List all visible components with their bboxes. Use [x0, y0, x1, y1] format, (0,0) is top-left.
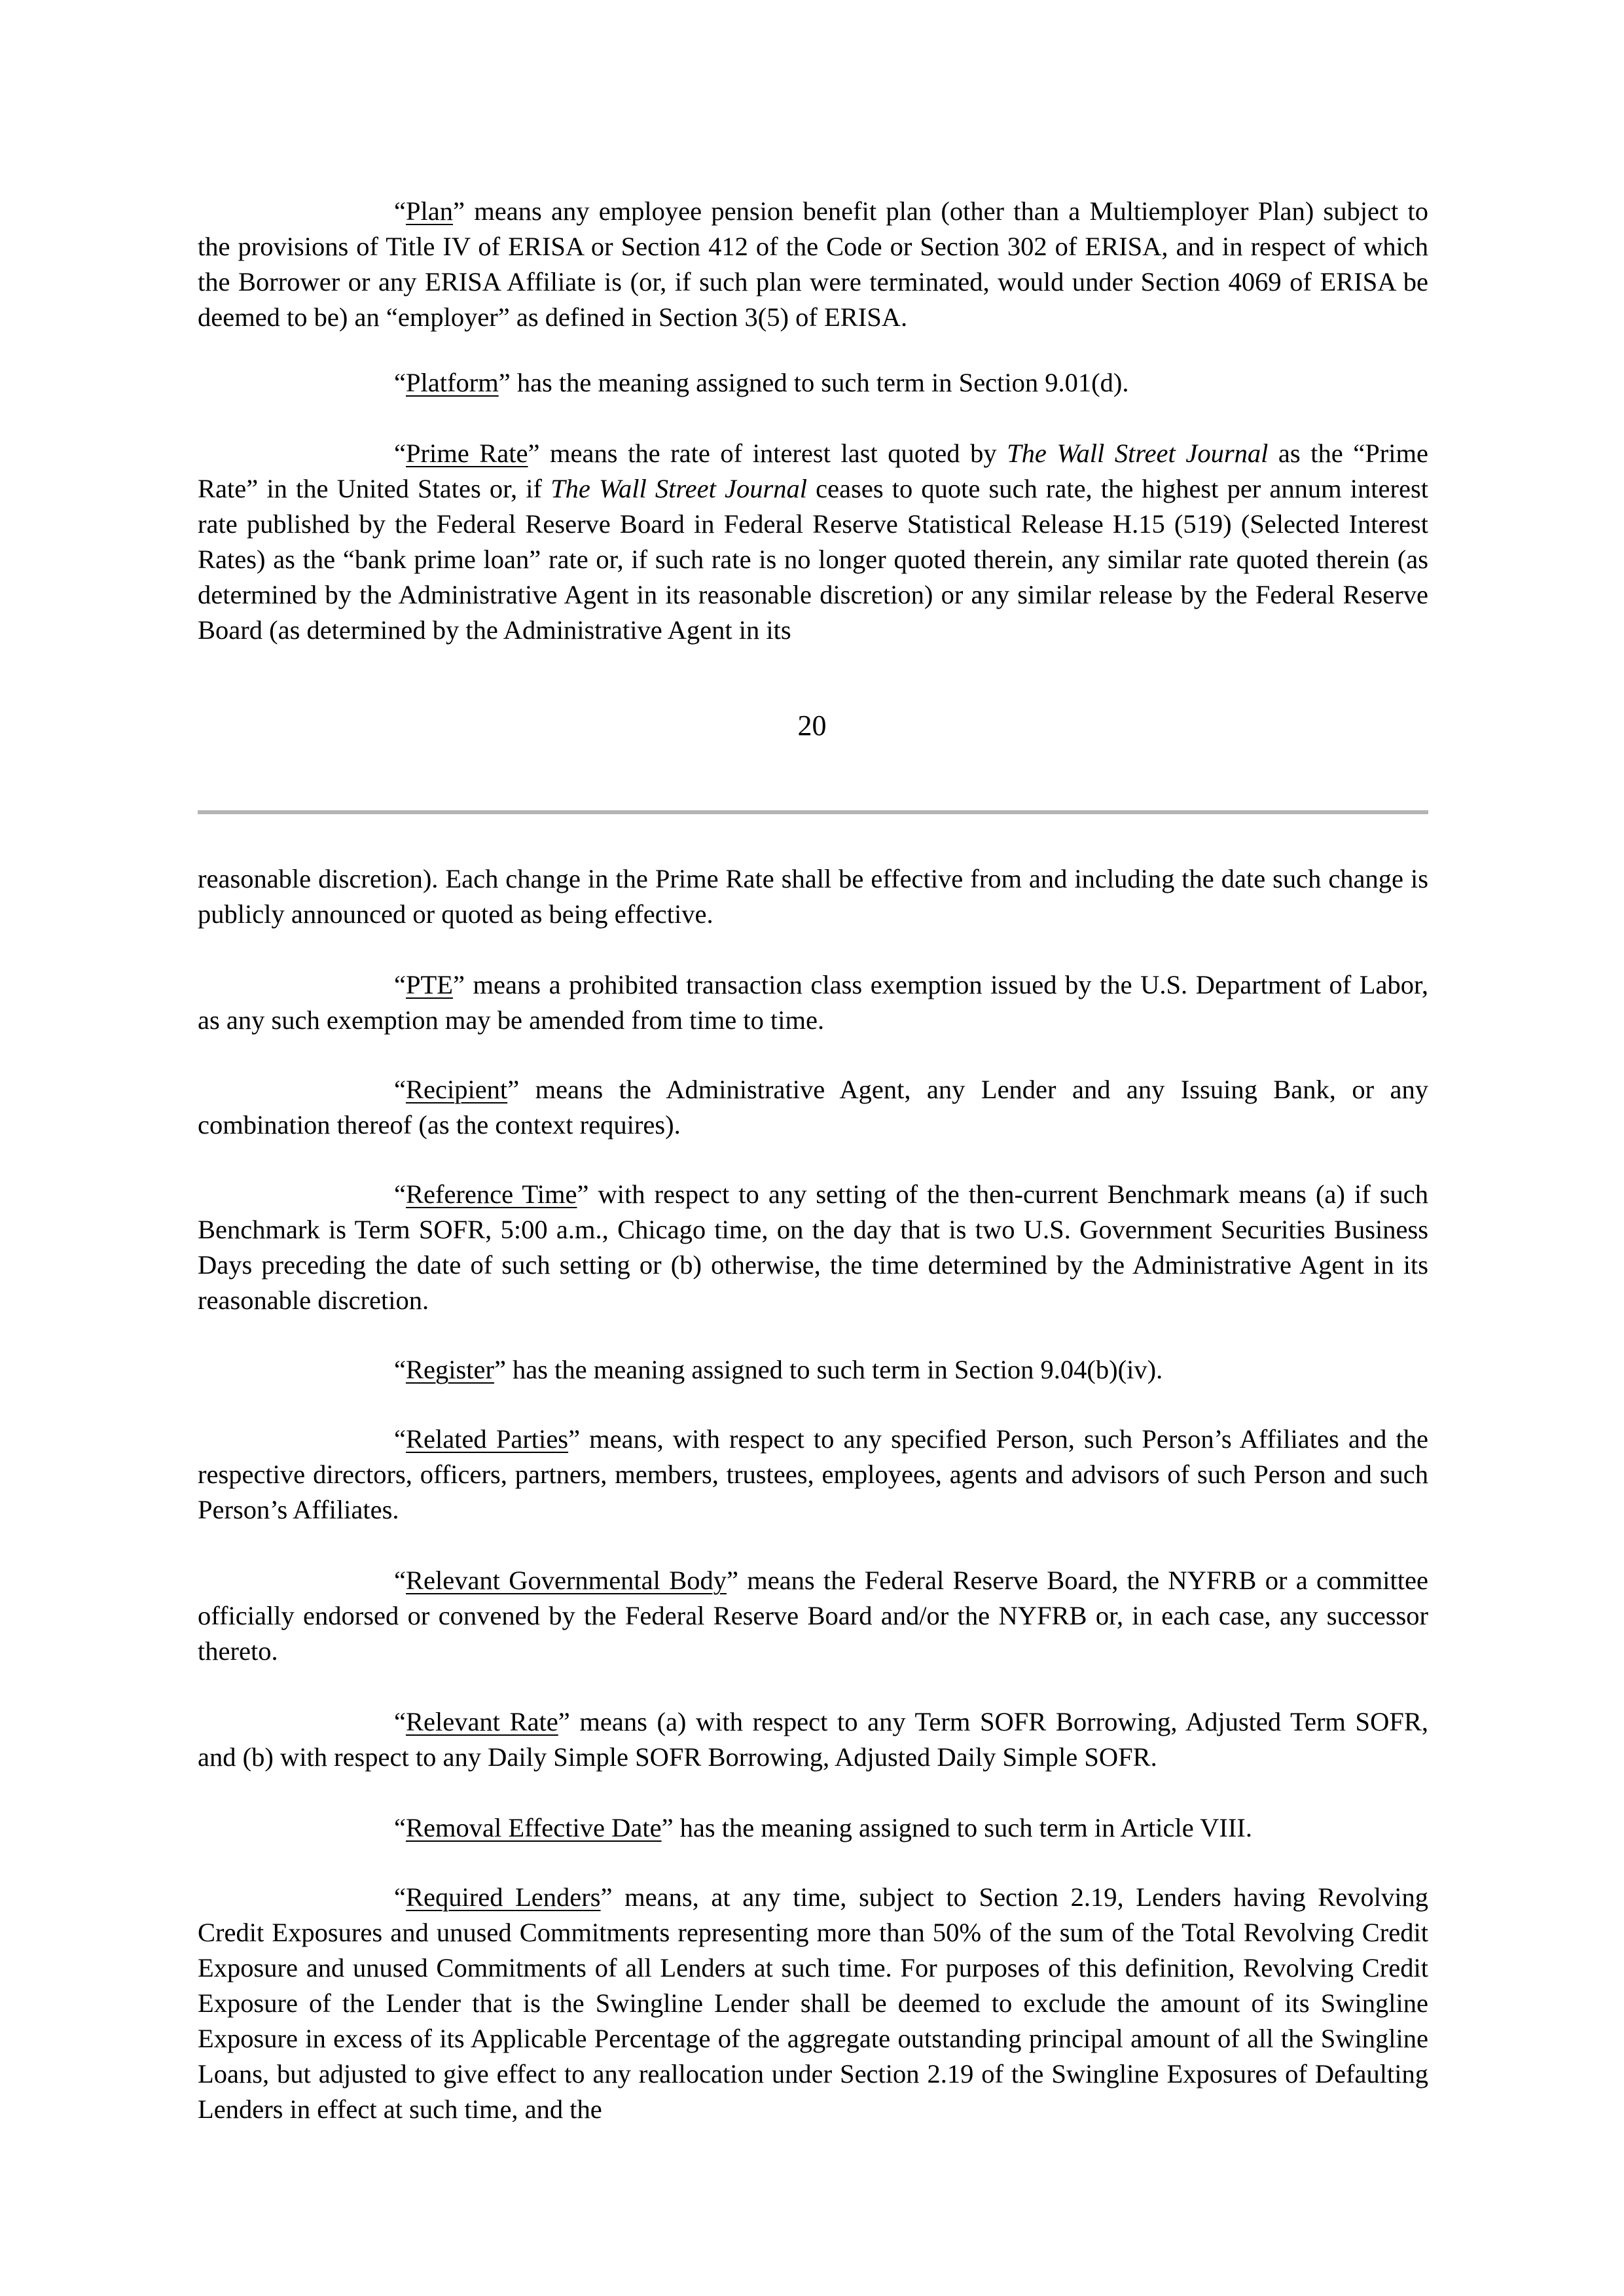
definition-register: [198, 1352, 1428, 1388]
paragraph-text: as the “Prime Rate” in the United States or, if: [198, 439, 1428, 503]
paragraph-text: ” means a prohibited transaction class exemption issued by the U.S. Department of Labor, as any such exemption may be amended from time to time.: [198, 970, 1428, 1035]
defined-term: Relevant Rate: [405, 1707, 558, 1736]
definition-removal-effective-date: [198, 1810, 1428, 1846]
paragraph-text: “: [394, 1813, 406, 1842]
defined-term: PTE: [405, 970, 453, 999]
definition-prime-rate: [198, 436, 1428, 648]
paragraph-text: “: [394, 970, 406, 999]
defined-term: Prime Rate: [405, 439, 528, 468]
paragraph-text: ” with respect to any setting of the then-current Benchmark means (a) if such Benchmark is Term SOFR, 5:00 a.m., Chicago time, on the day that is two U.S. Government Securities Business Days preceding the date of such setting or (b) otherwise, the time determined by the Administrative Agent in its reasonable discretion.: [198, 1179, 1428, 1315]
paragraph-text: “: [394, 1424, 406, 1454]
italic-text: The Wall Street Journal: [550, 474, 808, 503]
paragraph-text: ” means (a) with respect to any Term SOFR Borrowing, Adjusted Term SOFR, and (b) with respect to any Daily Simple SOFR Borrowing, Adjusted Daily Simple SOFR.: [198, 1707, 1428, 1772]
defined-term: Reference Time: [405, 1179, 577, 1209]
definition-plan: [198, 194, 1428, 335]
paragraph-text: ” means, at any time, subject to Section 2.19, Lenders having Revolving Credit Exposures and unused Commitments representing more than 50% of the sum of the Total Revolving Credit Exposure and unused Commitments of all Lenders at such time. For purposes of this definition, Revolving Credit Exposure of the Lender that is the Swingline Lender shall be deemed to exclude the amount of its Swingline Exposure in excess of its Applicable Percentage of the aggregate outstanding principal amount of all the Swingline Loans, but adjusted to give effect to any reallocation under Section 2.19 of the Swingline Exposures of Defaulting Lenders in effect at such time, and the: [198, 1882, 1428, 2124]
defined-term: Recipient: [405, 1075, 508, 1104]
paragraph-text: “: [394, 1882, 406, 1912]
defined-term: Register: [405, 1355, 494, 1384]
paragraph-text: ” has the meaning assigned to such term in Section 9.04(b)(iv).: [494, 1355, 1163, 1384]
definition-relevant-governmental-body: [198, 1563, 1428, 1669]
paragraph-text: ” means the Administrative Agent, any Lender and any Issuing Bank, or any combination thereof (as the context requires).: [198, 1075, 1428, 1139]
paragraph-text: ” has the meaning assigned to such term in Article VIII.: [661, 1813, 1252, 1842]
definition-platform: [198, 365, 1428, 401]
paragraph-text: “: [394, 1179, 406, 1209]
paragraph-text: “: [394, 439, 406, 468]
defined-term: Platform: [405, 368, 499, 397]
definition-relevant-rate: [198, 1704, 1428, 1775]
page-break-divider: [198, 810, 1428, 814]
paragraph-text: “: [394, 1707, 406, 1736]
defined-term: Plan: [405, 196, 453, 226]
definition-recipient: [198, 1072, 1428, 1143]
paragraph-text: ” has the meaning assigned to such term in Section 9.01(d).: [498, 368, 1129, 397]
defined-term: Related Parties: [405, 1424, 569, 1454]
italic-text: The Wall Street Journal: [1007, 439, 1269, 468]
defined-term: Required Lenders: [405, 1882, 601, 1912]
paragraph-text: “: [394, 1355, 406, 1384]
paragraph-text: “: [394, 1075, 406, 1104]
paragraph-text: ” means, with respect to any specified Person, such Person’s Affiliates and the respective directors, officers, partners, members, trustees, employees, agents and advisors of such Person and such Person’s Affiliates.: [198, 1424, 1428, 1524]
definition-required-lenders: [198, 1880, 1428, 2127]
paragraph-text: “: [394, 196, 406, 226]
paragraph-text: ” means any employee pension benefit plan (other than a Multiemployer Plan) subject to the provisions of Title IV of ERISA or Section 412 of the Code or Section 302 of ERISA, and in respect of which the Borrower or any ERISA Affiliate is (or, if such plan were terminated, would under Section 4069 of ERISA be deemed to be) an “employer” as defined in Section 3(5) of ERISA.: [198, 196, 1428, 332]
paragraph-text: “: [394, 368, 406, 397]
page-number: 20: [797, 709, 827, 742]
definition-related-parties: [198, 1422, 1428, 1528]
defined-term: Relevant Governmental Body: [405, 1566, 727, 1595]
defined-term: Removal Effective Date: [405, 1813, 662, 1842]
definition-pte: [198, 967, 1428, 1038]
paragraph-text: “: [394, 1566, 406, 1595]
paragraph-text: ceases to quote such rate, the highest per annum interest rate published by the Federal Reserve Board in Federal Reserve Statistical Release H.15 (519) (Selected Interest Rates) as the “bank prime loan” rate or, if such rate is no longer quoted therein, any similar rate quoted therein (as determined by the Administrative Agent in its reasonable discretion) or any similar release by the Federal Reserve Board (as determined by the Administrative Agent in its: [198, 474, 1428, 645]
paragraph-text: reasonable discretion). Each change in the Prime Rate shall be effective from and including the date such change is publicly announced or quoted as being effective.: [198, 864, 1428, 929]
paragraph-text: ” means the Federal Reserve Board, the NYFRB or a committee officially endorsed or convened by the Federal Reserve Board and/or the NYFRB or, in each case, any successor thereto.: [198, 1566, 1428, 1666]
definition-reference-time: [198, 1177, 1428, 1318]
paragraph-text: ” means the rate of interest last quoted by: [528, 439, 1007, 468]
definition-prime-rate-continued: [198, 861, 1428, 932]
